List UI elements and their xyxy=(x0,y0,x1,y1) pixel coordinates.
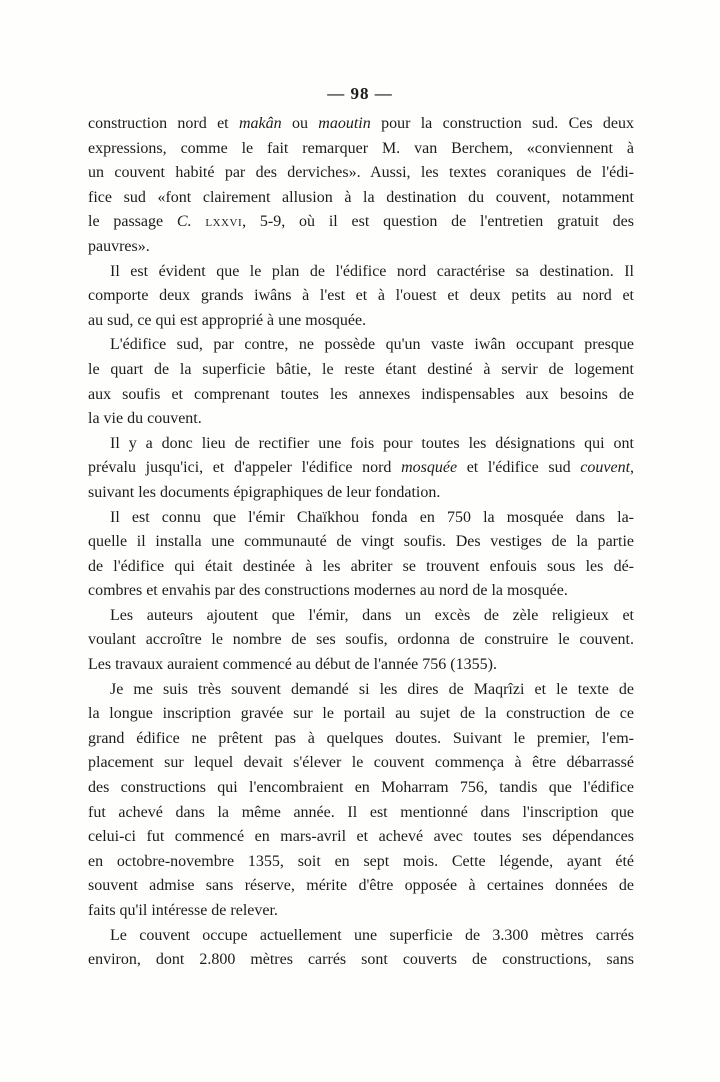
paragraph-4-line-3: suivant les documents épigraphiques de leur fondation. xyxy=(88,483,441,501)
paragraph-1-line-4: fice sud «font clairement allusion à la destination du couvent, notamment xyxy=(88,188,634,206)
paragraph-7-line-6: fut achevé dans la même année. Il est mentionné dans l'inscription que xyxy=(88,803,635,821)
paragraph-3-line-1: L'édifice sud, par contre, ne possède qu'un vaste iwân occupant presque xyxy=(110,336,634,354)
paragraph-7-line-4: placement sur lequel devait s'élever le couvent commença à être débarrassé xyxy=(88,754,634,772)
paragraph-3-line-2: le quart de la superficie bâtie, le reste étant destiné à servir de logement xyxy=(88,360,635,378)
paragraph-1-line-5: le passage C. lxxvi, 5-9, où il est question de l'entretien gratuit des xyxy=(88,213,635,231)
paragraph-2-line-1: Il est évident que le plan de l'édifice nord caractérise sa destination. Il xyxy=(110,262,635,280)
paragraph-2-line-2: comporte deux grands iwâns à l'est et à l'ouest et deux petits au nord et xyxy=(88,287,635,305)
paragraph-7-line-7: celui-ci fut commencé en mars-avril et achevé avec toutes ses dépendances xyxy=(88,828,634,846)
paragraph-7-line-3: grand édifice ne prêtent pas à quelques doutes. Suivant le premier, l'em- xyxy=(88,729,634,747)
paragraph-5-line-1: Il est connu que l'émir Chaïkhou fonda en 750 la mosquée dans la- xyxy=(110,508,634,526)
paragraph-3-line-4: la vie du couvent. xyxy=(88,410,202,428)
paragraph-5-line-4: combres et envahis par des constructions modernes au nord de la mosquée. xyxy=(88,582,568,600)
paragraph-6-line-2: voulant accroître le nombre de ses soufis, ordonna de construire le couvent. xyxy=(88,631,635,649)
paragraph-7-line-9: souvent admise sans réserve, mérite d'être opposée à certaines données de xyxy=(88,877,634,895)
paragraph-8-line-1: Le couvent occupe actuellement une superficie de 3.300 mètres carrés xyxy=(110,926,634,944)
paragraph-4-line-2: prévalu jusqu'ici, et d'appeler l'édifice nord mosquée et l'édifice sud couvent, xyxy=(88,459,635,477)
paragraph-3-line-3: aux soufis et comprenant toutes les annexes indispensables aux besoins de xyxy=(88,385,634,403)
paragraph-7-line-5: des constructions qui l'encombraient en Moharram 756, tandis que l'édifice xyxy=(88,779,634,797)
paragraph-1-line-2: expressions, comme le fait remarquer M. van Berchem, «conviennent à xyxy=(88,139,634,157)
paragraph-6-line-3: Les travaux auraient commencé au début de l'année 756 (1355). xyxy=(88,656,497,674)
paragraph-8-line-2: environ, dont 2.800 mètres carrés sont couverts de constructions, sans xyxy=(88,951,634,969)
paragraph-5-line-3: de l'édifice qui était destinée à les abriter se trouvent enfouis sous les dé- xyxy=(88,557,635,575)
paragraph-4-line-1: Il y a donc lieu de rectifier une fois pour toutes les désignations qui ont xyxy=(110,434,635,452)
paragraph-2-line-3: au sud, ce qui est approprié à une mosquée. xyxy=(88,311,367,329)
paragraph-5-line-2: quelle il installa une communauté de vingt soufis. Des vestiges de la partie xyxy=(88,533,634,551)
paragraph-1-line-3: un couvent habité par des derviches». Aussi, les textes coraniques de l'édi- xyxy=(88,164,635,182)
paragraph-7-line-10: faits qu'il intéresse de relever. xyxy=(88,902,278,919)
text-block xyxy=(88,112,634,973)
paragraph-6-line-1: Les auteurs ajoutent que l'émir, dans un excès de zèle religieux et xyxy=(110,606,634,624)
page-number: — 98 — xyxy=(327,84,393,103)
paragraph-7-line-1: Je me suis très souvent demandé si les dires de Maqrîzi et le texte de xyxy=(110,680,635,698)
paragraph-7-line-2: la longue inscription gravée sur le portail au sujet de la construction de ce xyxy=(88,705,634,723)
paragraph-1-line-1: construction nord et makân ou maoutin pour la construction sud. Ces deux xyxy=(88,115,635,132)
paragraph-7-line-8: en octobre-novembre 1355, soit en sept mois. Cette légende, ayant été xyxy=(88,852,634,870)
paragraph-1-line-6: pauvres». xyxy=(88,237,150,255)
